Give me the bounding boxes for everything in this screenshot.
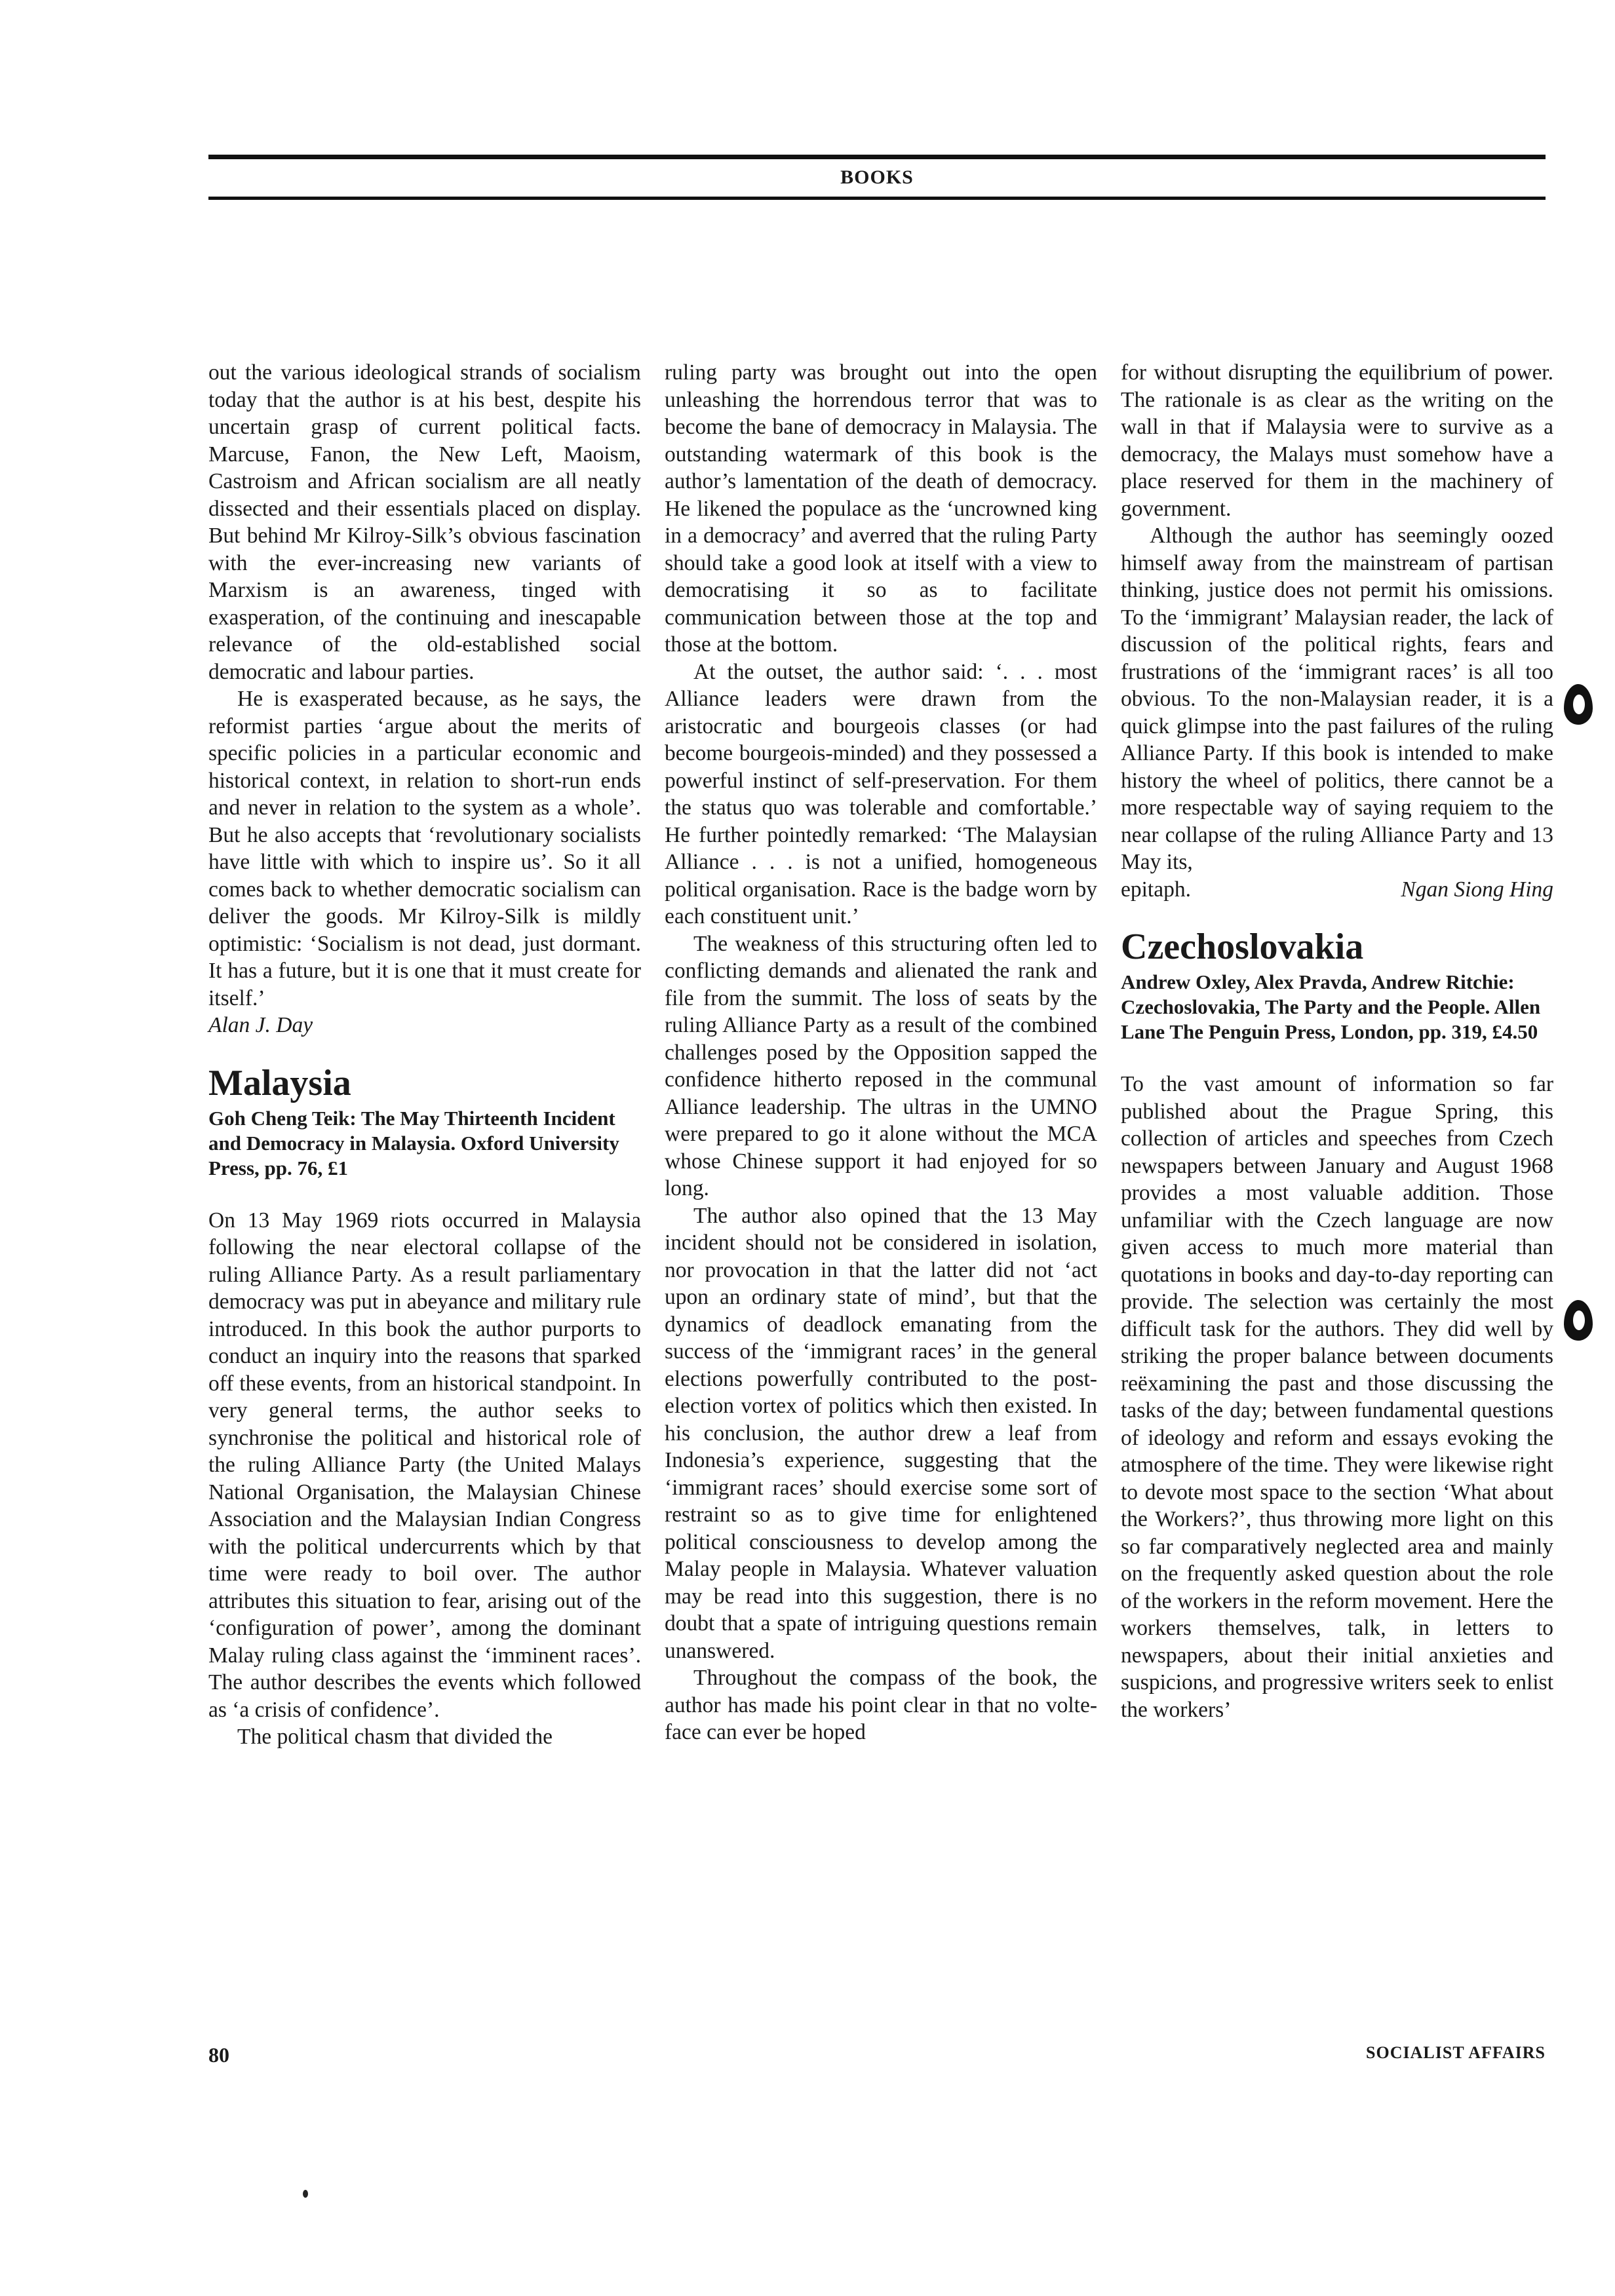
reviewer-signature: Alan J. Day: [208, 1013, 313, 1037]
publication-name: SOCIALIST AFFAIRS: [1366, 2043, 1546, 2062]
paragraph-end: epitaph.: [1121, 877, 1191, 902]
book-citation-czechoslovakia: Andrew Oxley, Alex Pravda, Andrew Ritchie: Czechoslovakia, The Party and the People. Allen Lane The Penguin Press, London, pp. 319, £4.50: [1121, 970, 1541, 1043]
scan-speck: [303, 2190, 308, 2198]
margin-mark: [1564, 684, 1593, 725]
page-number: 80: [208, 2043, 229, 2067]
paragraph: The political chasm that divided the: [237, 1725, 553, 1749]
book-citation-malaysia: Goh Cheng Teik: The May Thirteenth Incident and Democracy in Malaysia. Oxford University Press, pp. 76, £1: [208, 1106, 619, 1179]
header-rule-top: [208, 155, 1546, 159]
paragraph: On 13 May 1969 riots occurred in Malaysia following the near electoral collapse of the ruling Alliance Party. As a result parliamentary democracy was put in abeyance and military rule introduced. In this book the author purports to conduct an inquiry into the reasons that sparked off these events, from an historical standpoint. In very general terms, the author seeks to synchronise the political and historical role of the ruling Alliance Party (the United Malays National Organisation, the Malaysian Chinese Association and the Malaysian Indian Congress with the political undercurrents which by that time were ready to boil over. The author attributes this situation to fear, arising out of the ‘configuration of power’, among the dominant Malay ruling class against the ‘imminent races’. The author describes the events which followed as ‘a crisis of confidence’.: [208, 1208, 641, 1722]
header-rule-bottom: [208, 197, 1546, 200]
paragraph: At the outset, the author said: ‘. . . most Alliance leaders were drawn from the aristocratic and bourgeois classes (or had become bourgeois-minded) and they possessed a powerful instinct of self-preservation. For them the status quo was tolerable and comfortable.’ He further pointedly remarked: ‘The Malaysian Alliance . . . is not a unified, homogeneous political organisation. Race is the badge worn by each constituent unit.’: [665, 659, 1097, 928]
paragraph: Throughout the compass of the book, the author has made his point clear in that no volte-face can ever be hoped: [665, 1666, 1097, 1744]
paragraph: for without disrupting the equilibrium of power. The rationale is as clear as the writing on the wall in that if Malaysia were to survive as a democracy, the Malays must somehow have a place reserved for them in the machinery of government.: [1121, 360, 1553, 521]
paragraph: Although the author has seemingly oozed himself away from the mainstream of partisan thinking, justice does not permit his omissions. To the ‘immigrant’ Malaysian reader, the lack of discussion of the political rights, fears and frustrations of the ‘immigrant races’ is all too obvious. To the non-Malaysian reader, it is a quick glimpse into the past failures of the ruling Alliance Party. If this book is intended to make history the wheel of politics, there cannot be a more respectable way of saying requiem to the near collapse of the ruling Alliance Party and 13 May its,: [1121, 524, 1553, 874]
signature-line: [1121, 876, 1553, 904]
review-title-czechoslovakia: Czechoslovakia: [1121, 927, 1364, 967]
column-2: [665, 359, 1097, 1746]
paragraph: The weakness of this structuring often led to conflicting demands and alienated the rank and file from the summit. The loss of seats by the ruling Alliance Party as a result of the combined challenges posed by the Opposition sapped the confidence hitherto reposed in the communal Alliance leadership. The ultras in the UMNO were prepared to go it alone without the MCA whose Chinese support it had enjoyed for so long.: [665, 931, 1097, 1200]
column-3: [1121, 359, 1553, 1723]
reviewer-signature: Ngan Siong Hing: [1401, 877, 1553, 902]
review-title-malaysia: Malaysia: [208, 1062, 351, 1103]
section-label: BOOKS: [840, 166, 914, 188]
column-1: [208, 359, 641, 1751]
paragraph: out the various ideological strands of socialism today that the author is at his best, despite his uncertain grasp of current political facts. Marcuse, Fanon, the New Left, Maoism, Castroism and African socialism are all neatly dissected and their essentials placed on display. But behind Mr Kilroy-Silk’s obvious fascination with the ever-increasing new variants of Marxism is an awareness, tinged with exasperation, of the continuing and inescapable relevance of the old-established social democratic and labour parties.: [208, 360, 641, 684]
paragraph: ruling party was brought out into the open unleashing the horrendous terror that was to become the bane of democracy in Malaysia. The outstanding watermark of this book is the author’s lamentation of the death of democracy. He likened the populace as the ‘uncrowned king in a democracy’ and averred that the ruling Party should take a good look at itself with a view to democratising it so as to facilitate communication between those at the top and those at the bottom.: [665, 360, 1097, 657]
paragraph: The author also opined that the 13 May incident should not be considered in isolation, nor provocation in that the latter did not ‘act upon an ordinary state of mind’, but that the dynamics of deadlock emanating from the success of the ‘immigrant races’ in the general elections powerfully contributed to the post-election vortex of politics which then existed. In his conclusion, the author drew a leaf from Indonesia’s experience, suggesting that the ‘immigrant races’ should exercise some sort of restraint so as to give time for enlightened political consciousness to develop among the Malay people in Malaysia. Whatever valuation may be read into this suggestion, there is no doubt that a spate of intriguing questions remain unanswered.: [665, 1203, 1097, 1663]
margin-mark: [1564, 1300, 1593, 1341]
paragraph: To the vast amount of information so far published about the Prague Spring, this collection of articles and speeches from Czech newspapers between January and August 1968 provides a most valuable addition. Those unfamiliar with the Czech language are now given access to much more material than quotations in books and day-to-day reporting can provide. The selection was certainly the most difficult task for the authors. They did well by striking the proper balance between documents reëxamining the past and those discussing the tasks of the day; between fundamental questions of ideology and reform and essays evoking the atmosphere of the time. They were likewise right to devote most space to the section ‘What about the Workers?’, thus throwing more light on this so far comparatively neglected area and mainly on the frequently asked question about the role of the workers in the reform movement. Here the workers themselves, talk, in letters to newspapers, about their initial anxieties and suspicions, and progressive writers seek to enlist the workers’: [1121, 1072, 1553, 1722]
paragraph: He is exasperated because, as he says, the reformist parties ‘argue about the merits of specific policies in a particular economic and historical context, in relation to short-run ends and never in relation to the system as a whole’. But he also accepts that ‘revolutionary socialists have little with which to inspire us’. So it all comes back to whether democratic socialism can deliver the goods. Mr Kilroy-Silk is mildly optimistic: ‘Socialism is not dead, just dormant. It has a future, but it is one that it must create for itself.’: [208, 687, 641, 1010]
